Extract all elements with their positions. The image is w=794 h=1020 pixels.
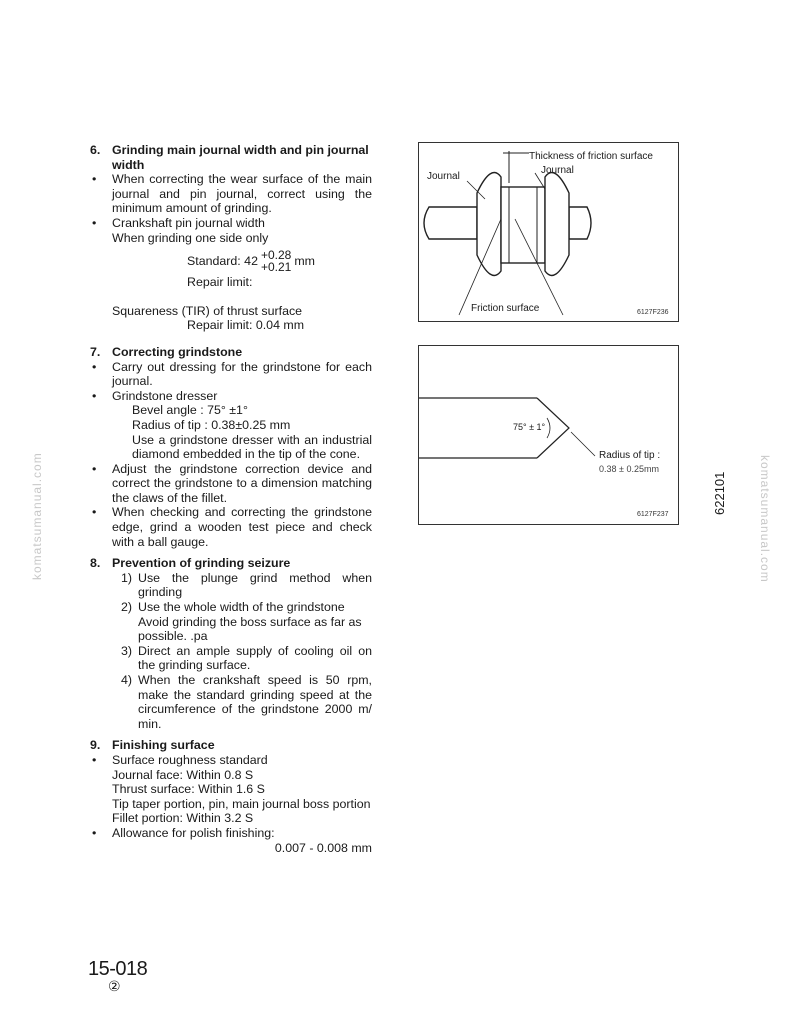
section-6: [90, 143, 372, 333]
friction-surface-label: Friction surface: [471, 303, 540, 314]
revision-mark: ②: [108, 978, 121, 994]
standard-label: Standard: 42: [187, 253, 258, 268]
figure-id: 6127F236: [637, 309, 669, 316]
squareness-repair-limit: Repair limit: 0.04 mm: [187, 318, 305, 333]
bullet-dot: •: [92, 461, 97, 476]
document-id: 622101: [712, 471, 727, 515]
item-text: When the crankshaft speed is 50 rpm, make the standard grinding speed at the circumference of the grindstone 2000 m/ min.: [138, 673, 372, 731]
bullet-item: [90, 505, 372, 549]
bullet-dot: •: [92, 388, 97, 403]
bullet-item: [90, 826, 372, 841]
unit: mm: [294, 253, 315, 268]
section-6-title: [90, 143, 372, 172]
bullet-dot: •: [92, 172, 97, 187]
section-9-title: [90, 738, 372, 753]
section-8: [90, 556, 372, 731]
bullet-dot: •: [92, 752, 97, 767]
section-7-title: [90, 345, 372, 360]
thrust-surface: Thrust surface: Within 1.6 S: [112, 782, 265, 797]
page-number: 15-018: [88, 958, 148, 980]
section-7: [90, 345, 372, 549]
bullet-dot: •: [92, 505, 97, 520]
bullet-dot: •: [92, 359, 97, 374]
standard-value: [187, 249, 372, 273]
numbered-item: [112, 644, 372, 673]
section-title-line1: Grinding main journal width and pin journal: [112, 143, 369, 157]
journal-left-label: Journal: [427, 171, 460, 182]
bullet-text: Grindstone dresser: [112, 388, 218, 403]
squareness-label: Squareness (TIR) of thrust surface: [112, 303, 303, 318]
journal-top-label: Journal: [541, 165, 574, 176]
fillet-portion: Fillet portion: Within 3.2 S: [112, 811, 254, 826]
item-text: Avoid grinding the boss surface as far as possible. .pa: [138, 614, 362, 644]
bevel-angle: Bevel angle : 75° ±1°: [132, 403, 248, 418]
section-title: Prevention of grinding seizure: [112, 556, 291, 571]
bullet-text: Crankshaft pin journal width: [112, 215, 265, 230]
bullet-dot: •: [92, 215, 97, 230]
bullet-item: [90, 389, 372, 404]
section-9: [90, 738, 372, 855]
journal-face: Journal face: Within 0.8 S: [112, 767, 254, 782]
tolerance-minus: +0.21: [260, 260, 292, 275]
thickness-label: Thickness of friction surface: [529, 151, 653, 162]
dresser-drawing: [419, 346, 678, 524]
bullet-text: Carry out dressing for the grindstone for each journal.: [112, 359, 372, 389]
section-number: 8.: [90, 556, 101, 571]
watermark-right: komatsumanual.com: [758, 455, 772, 583]
item-text: Use the plunge grind method when grinding: [138, 570, 372, 600]
bullet-item: [90, 172, 372, 216]
watermark-left: komatsumanual.com: [30, 452, 44, 580]
item-number: 3): [120, 643, 132, 658]
bullet-text: When grinding one side only: [112, 230, 269, 245]
main-text-column: [90, 143, 372, 862]
item-text: Direct an ample supply of cooling oil on the grinding surface.: [138, 643, 372, 673]
bullet-item: [90, 216, 372, 245]
section-title: Correcting grindstone: [112, 344, 243, 359]
bullet-item: [90, 753, 372, 768]
bevel-angle-label: 75° ± 1°: [513, 422, 546, 432]
figure-id: 6127F237: [637, 511, 669, 518]
section-title-line2: width: [112, 157, 145, 172]
numbered-item: [112, 571, 372, 600]
bullet-item: [90, 462, 372, 506]
tolerance: [261, 249, 291, 273]
polish-allowance: 0.007 - 0.008 mm: [274, 840, 372, 855]
bullet-item: [90, 360, 372, 389]
figure-journal: [418, 142, 679, 322]
bullet-dot: •: [92, 825, 97, 840]
numbered-item: [112, 673, 372, 731]
tip-taper: Tip taper portion, pin, main journal boss portion: [112, 796, 371, 811]
item-text: Use the whole width of the grindstone: [138, 600, 345, 615]
repair-limit: Repair limit:: [187, 275, 253, 290]
numbered-item: [112, 600, 372, 644]
bullet-text: Surface roughness standard: [112, 752, 268, 767]
section-8-title: [90, 556, 372, 571]
tip-radius: Radius of tip : 0.38±0.25 mm: [132, 417, 291, 432]
item-number: 4): [120, 673, 132, 687]
bullet-text: When checking and correcting the grindstone edge, grind a wooden test piece and check with a ball gauge.: [112, 505, 372, 549]
bullet-text: Allowance for polish finishing:: [112, 825, 275, 840]
tolerance-plus: +0.28: [260, 248, 292, 263]
section-number: 9.: [90, 738, 101, 753]
item-number: 1): [120, 570, 132, 585]
section-title: Finishing surface: [112, 738, 215, 753]
dresser-note: Use a grindstone dresser with an industrial diamond embedded in the tip of the cone.: [132, 432, 372, 462]
tip-radius-value: 0.38 ± 0.25mm: [599, 464, 659, 474]
tip-radius-label: Radius of tip :: [599, 450, 661, 461]
figure-dresser: [418, 345, 679, 525]
bullet-text: When correcting the wear surface of the main journal and pin journal, correct using the minimum amount of grinding.: [112, 172, 372, 216]
section-number: 6.: [90, 143, 101, 157]
item-number: 2): [120, 600, 132, 615]
bullet-text: Adjust the grindstone correction device and correct the grindstone to a dimension matching the claws of the fillet.: [112, 461, 372, 505]
section-number: 7.: [90, 344, 101, 359]
